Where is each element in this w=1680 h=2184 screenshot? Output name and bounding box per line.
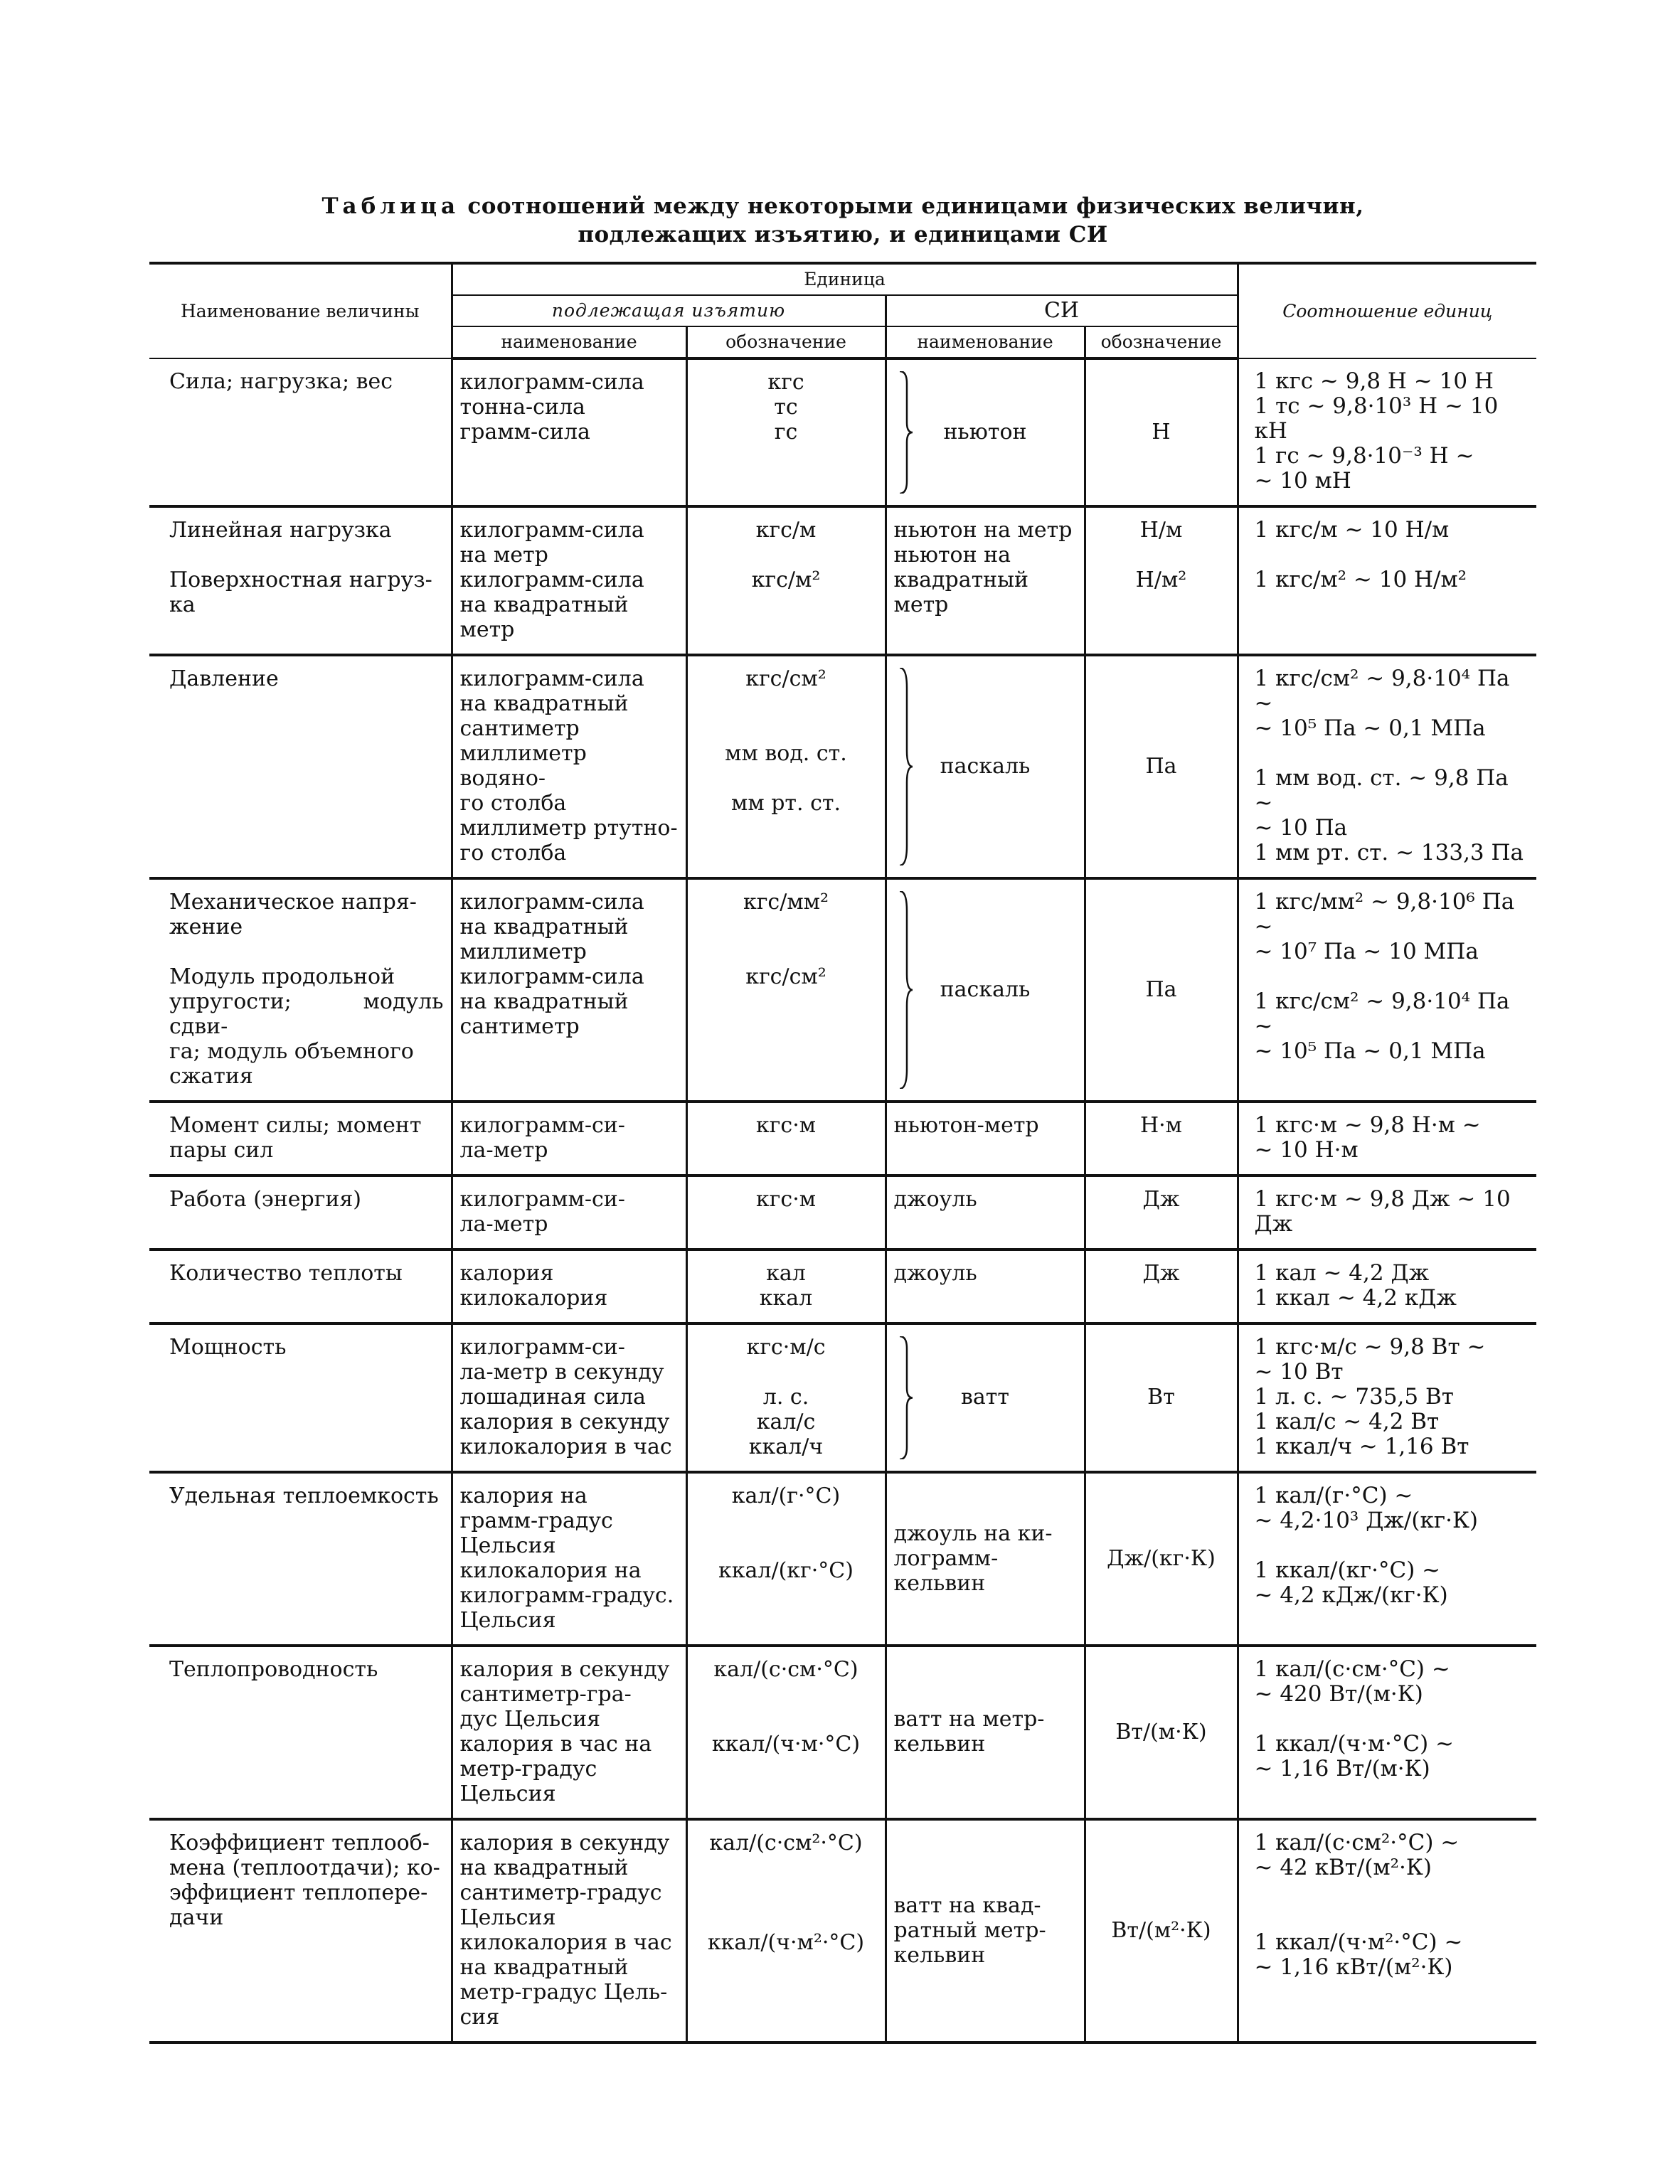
- relation-cell-line: ~ 4,2·10³ Дж/(кг·К): [1254, 1508, 1479, 1533]
- si-name-cell-line: ватт на метр-: [893, 1707, 1045, 1732]
- quantity-cell-line: Механическое напря-: [169, 890, 417, 915]
- table-row: [149, 1472, 1536, 1646]
- si-symbol-cell: [1085, 506, 1238, 655]
- conversion-table: [149, 262, 1536, 2044]
- relation-cell-line: 1 кгс·м ~ 9,8 Н·м ~: [1254, 1112, 1481, 1138]
- unit-name-cell-line: миллиметр водяно-: [459, 741, 594, 791]
- unit-symbol-cell-line: ккал/(ч·м²·°С): [707, 1930, 865, 1955]
- relation-cell-line: 1 ккал ~ 4,2 кДж: [1254, 1285, 1457, 1311]
- si-name-cell: [886, 655, 1085, 878]
- relation-cell: [1238, 1472, 1536, 1646]
- unit-symbol-cell-line: кгс·м: [755, 1113, 817, 1138]
- unit-symbol-cell: [686, 1250, 886, 1323]
- header-quantity: Наименование величины: [149, 263, 452, 358]
- unit-name-cell-line: калория в секунду: [459, 1410, 670, 1434]
- unit-name-cell-line: килограмм-си-: [459, 1187, 625, 1212]
- si-name-cell: [886, 1250, 1085, 1323]
- relation-cell-line: 1 кгс/м ~ 10 Н/м: [1254, 517, 1450, 543]
- unit-name-cell-line: килокалория: [459, 1286, 608, 1311]
- quantity-cell-line: ка: [169, 592, 196, 617]
- si-symbol-cell: [1085, 878, 1238, 1102]
- unit-name-cell: [452, 1646, 686, 1819]
- right-brace-icon: [898, 668, 914, 865]
- unit-name-cell-line: килограмм-сила: [459, 964, 644, 989]
- unit-name-cell: [452, 506, 686, 655]
- relation-cell-line: 1 л. с. ~ 735,5 Вт: [1254, 1384, 1454, 1410]
- unit-symbol-cell-line: [695, 1508, 878, 1533]
- quantity-cell-line: дачи: [169, 1905, 224, 1930]
- unit-name-cell-line: лошадиная сила: [459, 1385, 646, 1410]
- si-name-text: ватт: [961, 1385, 1009, 1410]
- relation-cell-line: ~ 4,2 кДж/(кг·К): [1254, 1582, 1448, 1608]
- unit-name-cell-line: го столба: [459, 841, 567, 865]
- si-symbol-text: Па: [1145, 976, 1177, 1002]
- right-brace-icon: [898, 371, 914, 494]
- unit-name-cell: [452, 1472, 686, 1646]
- title-lead: Таблица: [321, 193, 460, 219]
- unit-symbol-cell: [686, 1819, 886, 2042]
- unit-name-cell-line: килокалория в час: [459, 1930, 672, 1955]
- unit-name-cell-line: грамм-градус: [459, 1508, 613, 1533]
- relation-cell-line: ~ 420 Вт/(м·К): [1254, 1681, 1423, 1707]
- relation-cell: [1238, 878, 1536, 1102]
- unit-symbol-cell-line: кгс: [767, 370, 804, 395]
- header-si-symbol: обозначение: [1085, 326, 1238, 358]
- relation-cell-line: 1 ккал/(ч·м²·°С) ~: [1254, 1929, 1463, 1955]
- si-name-cell-line: ватт на квад-: [893, 1892, 1041, 1918]
- relation-cell-line: ~ 1,16 Вт/(м·К): [1254, 1756, 1430, 1781]
- table-row: [149, 878, 1536, 1102]
- unit-symbol-cell: [686, 1176, 886, 1250]
- unit-name-cell-line: килограмм-сила: [459, 518, 644, 543]
- quantity-cell: [149, 506, 452, 655]
- table-row: [149, 1646, 1536, 1819]
- relation-cell-line: [1255, 1905, 1530, 1930]
- unit-symbol-cell: [686, 878, 886, 1102]
- unit-symbol-cell-line: [695, 691, 878, 716]
- unit-symbol-cell-line: ккал/(кг·°С): [718, 1558, 854, 1583]
- si-name-cell: [886, 506, 1085, 655]
- si-symbol-text: Вт: [1147, 1385, 1175, 1410]
- unit-name-cell-line: метр-градус Цель-: [459, 1980, 668, 2005]
- table-row: [149, 655, 1536, 878]
- unit-name-cell-line: Цельсия: [459, 1905, 556, 1930]
- relation-cell-line: [1255, 1880, 1530, 1905]
- unit-symbol-cell-line: кгс/м: [755, 518, 817, 543]
- si-name-cell: [886, 1102, 1085, 1176]
- unit-symbol-cell-line: [695, 766, 878, 791]
- unit-symbol-cell-line: кгс/см²: [745, 666, 826, 691]
- si-name-cell-line: квадратный: [893, 568, 1029, 592]
- quantity-cell-line: Поверхностная нагруз-: [169, 568, 432, 592]
- quantity-cell: [149, 358, 452, 506]
- relation-cell-line: 1 ккал/(кг·°С) ~: [1254, 1557, 1441, 1583]
- unit-name-cell-line: тонна-сила: [459, 395, 585, 420]
- unit-symbol-cell-line: ккал/ч: [748, 1434, 824, 1459]
- unit-name-cell-line: го столба: [459, 791, 567, 816]
- relation-cell-line: 1 кал/(с·см·°С) ~: [1254, 1656, 1450, 1682]
- unit-name-cell-line: калория в секунду: [459, 1831, 670, 1855]
- unit-name-cell-line: калория: [459, 1261, 554, 1286]
- si-name-cell: [886, 1176, 1085, 1250]
- si-name-text: паскаль: [940, 976, 1031, 1002]
- si-symbol-cell: [1085, 1819, 1238, 2042]
- unit-symbol-cell-line: [695, 1533, 878, 1558]
- unit-symbol-cell-line: [695, 1905, 878, 1930]
- relation-cell-line: 1 кгс/м² ~ 10 Н/м²: [1254, 567, 1467, 592]
- unit-name-cell-line: сантиметр: [459, 1014, 580, 1039]
- unit-symbol-cell-line: [695, 1707, 878, 1732]
- relation-cell: [1238, 1250, 1536, 1323]
- si-name-cell-line: ньютон на: [893, 543, 1011, 568]
- unit-name-cell-line: Цельсия: [459, 1608, 556, 1633]
- table-row: [149, 1323, 1536, 1472]
- relation-cell-line: 1 кгс/мм² ~ 9,8·10⁶ Па ~: [1254, 889, 1522, 939]
- unit-symbol-cell-line: кал/(г·°С): [731, 1483, 841, 1508]
- si-symbol-cell: [1085, 655, 1238, 878]
- unit-name-cell-line: Цельсия: [459, 1781, 556, 1806]
- unit-name-cell-line: дус Цельсия: [459, 1707, 600, 1732]
- unit-name-cell-line: на метр: [459, 543, 548, 568]
- table-row: [149, 358, 1536, 506]
- quantity-cell-line: мена (теплоотдачи); ко-: [169, 1855, 440, 1880]
- unit-name-cell-line: сантиметр-градус: [459, 1880, 662, 1905]
- si-name-cell-line: кельвин: [893, 1732, 986, 1757]
- unit-symbol-cell-line: мм рт. ст.: [730, 791, 841, 816]
- unit-symbol-cell: [686, 1323, 886, 1472]
- si-name-cell-line: метр: [893, 592, 949, 617]
- relation-cell: [1238, 655, 1536, 878]
- relation-cell-line: 1 мм рт. ст. ~ 133,3 Па: [1254, 840, 1524, 865]
- si-name-cell-line: джоуль: [893, 1187, 977, 1212]
- si-symbol-cell-line: Н·м: [1139, 1113, 1183, 1138]
- unit-name-cell: [452, 878, 686, 1102]
- unit-symbol-cell-line: ккал/(ч·м·°С): [711, 1732, 861, 1757]
- unit-name-cell-line: ла-метр в секунду: [459, 1360, 664, 1385]
- si-symbol-cell-line: Н/м: [1139, 518, 1183, 543]
- table-row: [149, 1102, 1536, 1176]
- relation-cell-line: 1 кал/(г·°С) ~: [1254, 1483, 1413, 1508]
- relation-cell: [1238, 1819, 1536, 2042]
- unit-symbol-cell-line: ккал: [759, 1286, 813, 1311]
- si-symbol-cell-line: Дж/(кг·К): [1107, 1545, 1216, 1571]
- header-unit: Единица: [452, 263, 1238, 295]
- right-brace-icon: [898, 1336, 914, 1459]
- header-name: наименование: [452, 326, 686, 358]
- unit-name-cell-line: на квадратный: [459, 691, 629, 716]
- unit-name-cell-line: ла-метр: [459, 1212, 548, 1237]
- relation-cell-line: ~ 10 Н·м: [1254, 1137, 1359, 1163]
- relation-cell: [1238, 1646, 1536, 1819]
- si-symbol-cell-line: Н/м²: [1135, 568, 1187, 592]
- quantity-cell-line: [169, 939, 444, 964]
- document-page: [149, 192, 1536, 2044]
- quantity-cell-line: Удельная теплоемкость: [169, 1483, 439, 1508]
- relation-cell-line: [1255, 1533, 1530, 1558]
- table-row: [149, 1819, 1536, 2042]
- unit-name-cell-line: миллиметр: [459, 939, 587, 964]
- relation-cell-line: 1 кгс·м/с ~ 9,8 Вт ~: [1254, 1334, 1486, 1360]
- unit-symbol-cell: [686, 506, 886, 655]
- si-name-cell: [886, 358, 1085, 506]
- relation-cell-line: [1255, 964, 1530, 989]
- unit-symbol-cell: [686, 1102, 886, 1176]
- unit-name-cell-line: калория в секунду: [459, 1657, 670, 1682]
- quantity-cell-line: сжатия: [169, 1064, 253, 1089]
- unit-symbol-cell-line: кал/(с·см²·°С): [709, 1831, 863, 1855]
- si-name-cell-line: ньютон-метр: [893, 1113, 1039, 1138]
- quantity-cell-line: упругости; модуль сдви-: [169, 989, 451, 1039]
- relation-cell-line: ~ 10 Вт: [1254, 1359, 1344, 1385]
- unit-name-cell-line: килокалория на: [459, 1558, 642, 1583]
- relation-cell-line: 1 мм вод. ст. ~ 9,8 Па ~: [1254, 765, 1516, 816]
- unit-name-cell-line: килограмм-сила: [459, 890, 644, 915]
- si-name-cell-line: кельвин: [893, 1570, 986, 1596]
- si-symbol-text: Н: [1152, 419, 1171, 444]
- unit-name-cell-line: сия: [459, 2005, 500, 2030]
- unit-name-cell: [452, 1102, 686, 1176]
- si-symbol-cell-line: [1093, 543, 1230, 568]
- relation-cell-line: 1 ккал/(ч·м·°С) ~: [1254, 1731, 1454, 1757]
- unit-symbol-cell-line: [695, 716, 878, 741]
- quantity-cell-line: Давление: [169, 666, 279, 691]
- si-name-text: ньютон: [943, 419, 1027, 444]
- unit-name-cell-line: килограмм-сила: [459, 666, 644, 691]
- unit-symbol-cell-line: [695, 1360, 878, 1385]
- si-symbol-cell-line: Дж: [1142, 1261, 1180, 1286]
- si-name-cell: [886, 1646, 1085, 1819]
- si-name-cell: [886, 1323, 1085, 1472]
- quantity-cell: [149, 1646, 452, 1819]
- unit-name-cell-line: ла-метр: [459, 1138, 548, 1163]
- unit-symbol-cell-line: кгс/м²: [751, 568, 821, 592]
- si-symbol-cell: [1085, 1250, 1238, 1323]
- relation-cell: [1238, 506, 1536, 655]
- unit-name-cell-line: грамм-сила: [459, 420, 590, 444]
- relation-cell-line: 1 тс ~ 9,8·10³ Н ~ 10 кН: [1254, 393, 1506, 444]
- si-symbol-cell: [1085, 1102, 1238, 1176]
- quantity-cell: [149, 655, 452, 878]
- unit-name-cell-line: сантиметр: [459, 716, 580, 741]
- relation-cell: [1238, 1176, 1536, 1250]
- relation-cell-line: ~ 1,16 кВт/(м²·К): [1254, 1954, 1453, 1980]
- unit-symbol-cell-line: кгс/мм²: [743, 890, 829, 915]
- quantity-cell: [149, 1102, 452, 1176]
- quantity-cell-line: пары сил: [169, 1138, 274, 1163]
- unit-name-cell-line: калория на: [459, 1483, 588, 1508]
- table-row: [149, 506, 1536, 655]
- relation-cell-line: 1 кал/(с·см²·°С) ~: [1254, 1830, 1460, 1855]
- si-symbol-cell: [1085, 1472, 1238, 1646]
- unit-symbol-cell-line: тс: [774, 395, 798, 420]
- unit-name-cell-line: килограмм-си-: [459, 1113, 625, 1138]
- unit-symbol-cell-line: кал/(с·см·°С): [713, 1657, 858, 1682]
- quantity-cell: [149, 878, 452, 1102]
- si-name-cell: [886, 1819, 1085, 2042]
- unit-symbol-cell-line: [695, 939, 878, 964]
- si-symbol-cell: [1085, 1646, 1238, 1819]
- quantity-cell-line: Количество теплоты: [169, 1261, 403, 1286]
- quantity-cell-line: Теплопроводность: [169, 1657, 378, 1682]
- relation-cell-line: ~ 10⁵ Па ~ 0,1 МПа: [1254, 1038, 1486, 1064]
- quantity-cell-line: Работа (энергия): [169, 1187, 362, 1212]
- quantity-cell-line: [169, 543, 444, 568]
- quantity-cell: [149, 1819, 452, 2042]
- unit-name-cell: [452, 655, 686, 878]
- unit-symbol-cell-line: мм вод. ст.: [725, 741, 847, 766]
- unit-name-cell-line: метр: [459, 617, 515, 642]
- unit-symbol-cell-line: [695, 1682, 878, 1707]
- unit-symbol-cell-line: кгс·м/с: [746, 1335, 826, 1360]
- si-symbol-cell: [1085, 1176, 1238, 1250]
- unit-symbol-cell: [686, 655, 886, 878]
- unit-name-cell: [452, 358, 686, 506]
- unit-name-cell-line: Цельсия: [459, 1533, 556, 1558]
- unit-name-cell-line: на квадратный: [459, 915, 629, 939]
- si-name-cell-line: лограмм-: [893, 1545, 999, 1571]
- relation-cell-line: [1255, 1707, 1530, 1732]
- quantity-cell: [149, 1323, 452, 1472]
- unit-name-cell: [452, 1819, 686, 2042]
- si-symbol-cell: [1085, 358, 1238, 506]
- right-brace-icon: [898, 891, 914, 1089]
- si-name-cell: [886, 878, 1085, 1102]
- table-row: [149, 1176, 1536, 1250]
- unit-symbol-cell-line: гс: [774, 420, 798, 444]
- unit-name-cell-line: на квадратный: [459, 1855, 629, 1880]
- unit-name-cell-line: калория в час на: [459, 1732, 652, 1757]
- unit-name-cell-line: на квадратный: [459, 1955, 629, 1980]
- unit-name-cell-line: на квадратный: [459, 989, 629, 1014]
- unit-symbol-cell: [686, 1472, 886, 1646]
- quantity-cell-line: Линейная нагрузка: [169, 518, 392, 543]
- table-title: [149, 192, 1536, 249]
- unit-name-cell: [452, 1250, 686, 1323]
- quantity-cell-line: жение: [169, 915, 243, 939]
- unit-symbol-cell-line: кгс/см²: [745, 964, 826, 989]
- si-symbol-cell-line: Дж: [1142, 1187, 1180, 1212]
- unit-symbol-cell-line: л. с.: [762, 1385, 809, 1410]
- relation-cell-line: 1 кгс/см² ~ 9,8·10⁴ Па ~: [1254, 989, 1517, 1039]
- table-row: [149, 1250, 1536, 1323]
- unit-name-cell-line: килограмм-сила: [459, 370, 644, 395]
- relation-cell-line: 1 кгс·м ~ 9,8 Дж ~ 10 Дж: [1254, 1186, 1518, 1237]
- relation-cell-line: ~ 10⁵ Па ~ 0,1 МПа: [1254, 715, 1486, 741]
- si-name-cell-line: ньютон на метр: [893, 518, 1073, 543]
- quantity-cell-line: га; модуль объемного: [169, 1039, 414, 1064]
- relation-cell-line: [1255, 543, 1530, 568]
- header-withdrawn: подлежащая изъятию: [452, 295, 886, 326]
- header-si: СИ: [886, 295, 1238, 326]
- relation-cell-line: 1 кал ~ 4,2 Дж: [1254, 1260, 1430, 1286]
- quantity-cell: [149, 1250, 452, 1323]
- quantity-cell: [149, 1176, 452, 1250]
- unit-name-cell-line: килограмм-градус.: [459, 1583, 674, 1608]
- quantity-cell-line: Модуль продольной: [169, 964, 395, 989]
- si-name-text: паскаль: [940, 753, 1031, 779]
- unit-symbol-cell-line: [695, 543, 878, 568]
- relation-cell-line: ~ 42 кВт/(м²·К): [1254, 1855, 1432, 1880]
- header-si-name: наименование: [886, 326, 1085, 358]
- header-symbol: обозначение: [686, 326, 886, 358]
- unit-symbol-cell-line: [695, 915, 878, 939]
- si-symbol-cell-line: Вт/(м·К): [1115, 1719, 1207, 1744]
- unit-symbol-cell-line: [695, 1855, 878, 1880]
- header-relation: Соотношение единиц: [1238, 263, 1536, 358]
- unit-name-cell-line: сантиметр-гра-: [459, 1682, 632, 1707]
- relation-cell: [1238, 358, 1536, 506]
- quantity-cell-line: Момент силы; момент: [169, 1113, 422, 1138]
- relation-cell-line: [1255, 741, 1530, 766]
- relation-cell-line: ~ 10 мН: [1254, 468, 1351, 494]
- si-name-cell: [886, 1472, 1085, 1646]
- quantity-cell-line: Мощность: [169, 1335, 287, 1360]
- relation-cell-line: 1 гс ~ 9,8·10⁻³ Н ~: [1254, 443, 1474, 469]
- relation-cell-line: 1 кал/с ~ 4,2 Вт: [1254, 1409, 1440, 1434]
- relation-cell: [1238, 1323, 1536, 1472]
- unit-name-cell-line: миллиметр ртутно-: [459, 816, 678, 841]
- unit-name-cell-line: килограмм-сила: [459, 568, 644, 592]
- title-line2: подлежащих изъятию, и единицами СИ: [578, 222, 1108, 247]
- unit-name-cell-line: килокалория в час: [459, 1434, 672, 1459]
- quantity-cell-line: эффициент теплопере-: [169, 1880, 428, 1905]
- quantity-cell-line: Сила; нагрузка; вес: [169, 369, 393, 394]
- unit-name-cell-line: килограмм-си-: [459, 1335, 625, 1360]
- unit-symbol-cell-line: [695, 1880, 878, 1905]
- quantity-cell: [149, 1472, 452, 1646]
- si-name-cell-line: кельвин: [893, 1942, 986, 1968]
- si-name-cell-line: джоуль на ки-: [893, 1520, 1053, 1546]
- relation-cell-line: 1 кгс/см² ~ 9,8·10⁴ Па ~: [1254, 666, 1517, 716]
- relation-cell-line: 1 ккал/ч ~ 1,16 Вт: [1254, 1434, 1469, 1459]
- unit-symbol-cell: [686, 1646, 886, 1819]
- si-name-cell-line: ратный метр-: [893, 1917, 1046, 1943]
- table-body: [149, 358, 1536, 2042]
- si-symbol-cell-line: Вт/(м²·К): [1111, 1917, 1211, 1943]
- relation-cell-line: ~ 10 Па: [1254, 815, 1348, 841]
- title-line1: соотношений между некоторыми единицами физических величин,: [467, 193, 1364, 219]
- unit-name-cell-line: метр-градус: [459, 1757, 597, 1781]
- relation-cell: [1238, 1102, 1536, 1176]
- unit-symbol-cell-line: кгс·м: [755, 1187, 817, 1212]
- si-symbol-text: Па: [1145, 753, 1177, 779]
- unit-symbol-cell-line: кал/с: [756, 1410, 816, 1434]
- unit-name-cell: [452, 1176, 686, 1250]
- quantity-cell-line: Коэффициент теплооб-: [169, 1831, 430, 1855]
- si-name-cell-line: джоуль: [893, 1261, 977, 1286]
- unit-name-cell-line: на квадратный: [459, 592, 629, 617]
- unit-symbol-cell: [686, 358, 886, 506]
- unit-symbol-cell-line: кал: [766, 1261, 806, 1286]
- relation-cell-line: ~ 10⁷ Па ~ 10 МПа: [1254, 939, 1479, 964]
- unit-name-cell: [452, 1323, 686, 1472]
- si-symbol-cell: [1085, 1323, 1238, 1472]
- relation-cell-line: 1 кгс ~ 9,8 Н ~ 10 Н: [1254, 368, 1494, 394]
